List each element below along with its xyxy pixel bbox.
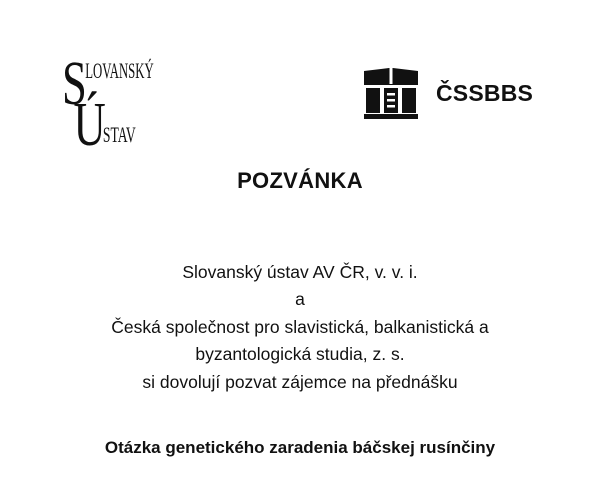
logo-word-stav: STAV [102,122,136,147]
slovansky-ustav-logo [62,48,172,148]
logo-initial-u: Ú [73,89,106,148]
invitation-line-1: Slovanský ústav AV ČR, v. v. i. [182,262,418,282]
invitation-line-4: byzantologická studia, z. s. [195,344,405,365]
invitation-text [0,259,600,396]
logo-word-lovansky: LOVANSKÝ [85,58,154,83]
invitation-line-3: Česká společnost pro slavistická, balkanistická a [111,316,489,337]
invitation-line-5: si dovolují pozvat zájemce na přednášku [142,371,458,392]
book-columns-icon [362,67,420,119]
invitation-line-2: a [295,289,305,310]
page-title: POZVÁNKA [237,168,363,193]
logo-initial-s: S [62,48,87,118]
cssbbs-name: ČSSBBS [436,79,534,106]
lecture-title: Otázka genetického zaradenia báčskej rusínčiny [104,438,496,457]
cssbbs-logo [362,67,533,119]
